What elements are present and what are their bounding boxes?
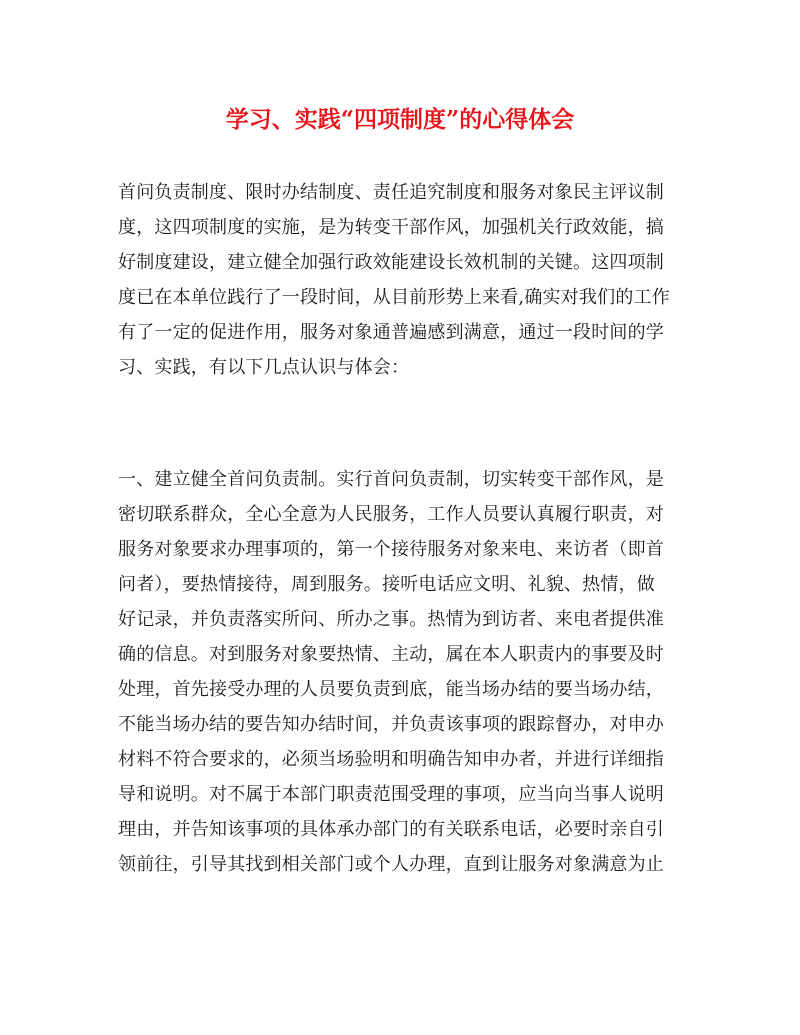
text-line: 理由，并告知该事项的具体承办部门的有关联系电话，必要时亲自引 bbox=[118, 819, 664, 840]
text-line: 一、建立健全首问负责制。实行首问负责制，切实转变干部作风，是 bbox=[118, 469, 664, 490]
document-title: 学习、实践“四项制度”的心得体会 bbox=[225, 106, 575, 133]
text-line: 习、实践，有以下几点认识与体会： bbox=[118, 357, 410, 378]
text-line: 密切联系群众，全心全意为人民服务，工作人员要认真履行职责，对 bbox=[118, 504, 664, 525]
text-line: 问者），要热情接待，周到服务。接听电话应文明、礼貌、热情，做 bbox=[118, 574, 655, 595]
text-line: 确的信息。对到服务对象要热情、主动，属在本人职责内的事要及时 bbox=[118, 644, 664, 665]
text-line: 好记录，并负责落实所问、所办之事。热情为到访者、来电者提供准 bbox=[118, 609, 664, 630]
text-line: 首问负责制度、限时办结制度、责任追究制度和服务对象民主评议制 bbox=[118, 182, 664, 203]
text-line: 服务对象要求办理事项的，第一个接待服务对象来电、来访者（即首 bbox=[118, 539, 664, 560]
text-line: 处理，首先接受办理的人员要负责到底，能当场办结的要当场办结， bbox=[118, 679, 664, 700]
text-line: 不能当场办结的要告知办结时间，并负责该事项的跟踪督办，对申办 bbox=[118, 714, 664, 735]
paragraph-intro bbox=[118, 175, 688, 385]
text-line: 好制度建设，建立健全加强行政效能建设长效机制的关键。这四项制 bbox=[118, 252, 664, 273]
text-line: 度，这四项制度的实施，是为转变干部作风，加强机关行政效能，搞 bbox=[118, 217, 664, 238]
text-line: 领前往，引导其找到相关部门或个人办理，直到让服务对象满意为止 bbox=[118, 854, 664, 875]
paragraph-section-one bbox=[118, 462, 688, 882]
text-line: 材料不符合要求的，必须当场验明和明确告知申办者，并进行详细指 bbox=[118, 749, 664, 770]
text-line: 导和说明。对不属于本部门职责范围受理的事项，应当向当事人说明 bbox=[118, 784, 664, 805]
text-line: 有了一定的促进作用，服务对象通普遍感到满意，通过一段时间的学 bbox=[118, 322, 664, 343]
text-line: 度已在本单位践行了一段时间，从目前形势上来看,确实对我们的工作 bbox=[118, 287, 670, 308]
